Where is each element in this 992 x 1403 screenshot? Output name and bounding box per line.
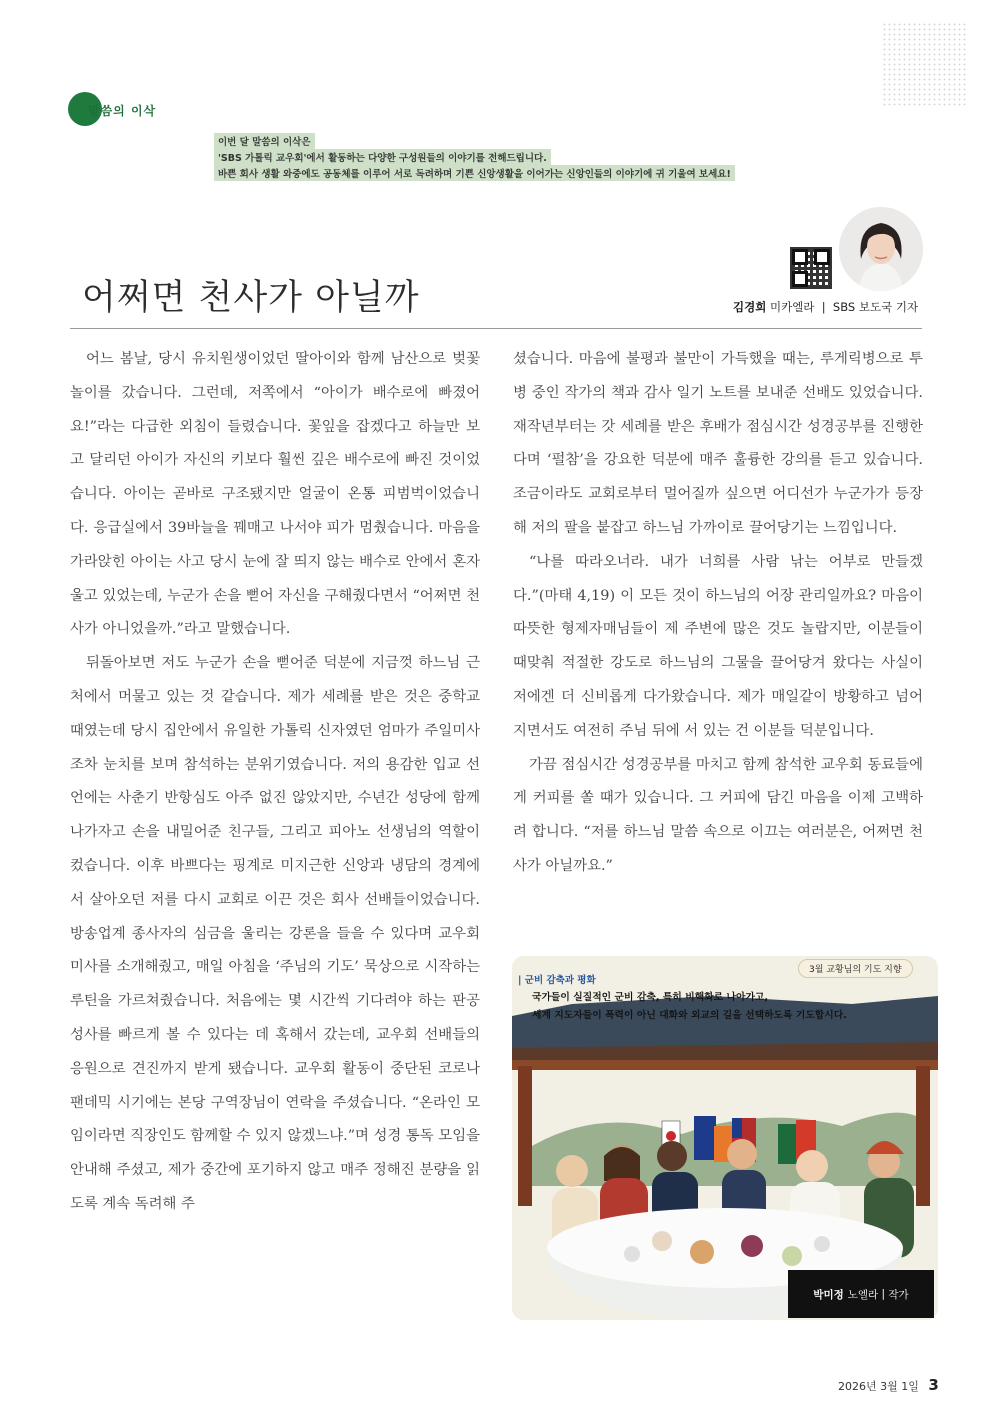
intro-line-2: 'SBS 가톨릭 교우회'에서 활동하는 다양한 구성원들의 이야기를 전해드립니다. [214,149,551,165]
article-title: 어쩌면 천사가 아닐까 [82,278,420,318]
qr-finder-bottom-left [792,271,808,287]
paragraph: 어느 봄날, 당시 유치원생이었던 딸아이와 함께 남산으로 벚꽃놀이를 갔습니다. 그런데, 저쪽에서 “아이가 배수로에 빠졌어요!”라는 다급한 외침이 들렸습니다. 꽃잎을 잡겠다고 하늘만 보고 달리던 아이가 자신의 키보다 훨씬 깊은 배수로에 빠진 것이었습니다. 아이는 곧바로 구조됐지만 얼굴이 온통 피범벅이었습니다. 응급실에서 39바늘을 꿰매고 나서야 피가 멈췄습니다. 마음을 가라앉힌 아이는 사고 당시 눈에 잘 띄지 않는 배수로 안에서 혼자 울고 있었는데, 누군가 손을 뻗어 자신을 구해줬다면서 “어쩌면 천사가 아니었을까.”라고 말했습니다. [70,351,480,638]
page-number: 3 [928,1376,939,1394]
artist-separator: | [878,1288,889,1300]
artist-name: 박미정 [813,1288,844,1301]
section-label: 말씀의 이삭 [88,104,157,118]
title-divider [70,328,922,329]
author-baptismal-name: 미카엘라 [769,300,815,314]
article-column-right [513,343,923,884]
header-decoration [882,22,968,108]
paragraph: “나를 따라오너라. 내가 너희를 사람 낚는 어부로 만들겠다.”(마태 4,19) 이 모든 것이 하느님의 어장 관리일까요? 마음이 따뜻한 형제자매님들이 제 주변에 많은 것도 놀랍지만, 이분들이 때맞춰 적절한 강도로 하느님의 그물을 끌어당겨 왔다는 사실이 저에겐 더 신비롭게 다가왔습니다. 제가 매일같이 방황하고 넘어지면서도 여전히 주님 뒤에 서 있는 건 이분들 덕분입니다. [513,553,923,739]
byline [733,299,918,315]
author-name: 김경희 [733,300,767,314]
illustration-topic: | 군비 감축과 평화 [518,975,596,986]
issue-date: 2026년 3월 1일 [838,1380,919,1393]
intro-line-3: 바쁜 회사 생활 와중에도 공동체를 이루어 서로 독려하며 기쁜 신앙생활을 이어가는 신앙인들의 이야기에 귀 기울여 보세요! [214,165,735,181]
article-column-left [70,343,480,1222]
artist-baptismal-name: 노엘라 [847,1288,879,1301]
artist-role: 작가 [888,1288,909,1301]
illustration-caption-line-1: 국가들이 실질적인 군비 감축, 특히 비핵화로 나아가고, [532,992,769,1003]
author-role: SBS 보도국 기자 [832,300,919,314]
illustration-caption-line-2: 세계 지도자들이 폭력이 아닌 대화와 외교의 길을 선택하도록 기도합시다. [532,1010,847,1021]
intro-line-1: 이번 달 말씀의 이삭은 [214,133,315,149]
qr-finder-top-left [792,249,808,265]
prayer-intention-badge: 3월 교황님의 기도 지향 [798,959,913,978]
paragraph: 가끔 점심시간 성경공부를 마치고 함께 참석한 교우회 동료들에게 커피를 쏠 때가 있습니다. 그 커피에 담긴 마음을 이제 고백하려 합니다. “저를 하느님 말씀 속으로 이끄는 여러분은, 어쩌면 천사가 아닐까요.” [513,756,923,874]
paragraph: 셨습니다. 마음에 불평과 불만이 가득했을 때는, 루게릭병으로 투병 중인 작가의 책과 감사 일기 노트를 보내준 선배도 있었습니다. 재작년부터는 갓 세례를 받은 후배가 점심시간 성경공부를 진행한다며 ‘펄참’을 강요한 덕분에 매주 훌륭한 강의를 듣고 있습니다. 조금이라도 교회로부터 멀어질까 싶으면 어디선가 누군가가 등장해 저의 팔을 붙잡고 하느님 가까이로 끌어당기는 느낌입니다. [513,351,923,536]
artist-credit [788,1270,934,1318]
qr-finder-top-right [814,249,830,265]
paragraph: 뒤돌아보면 저도 누군가 손을 뻗어준 덕분에 지금껏 하느님 근처에서 머물고 있는 것 같습니다. 제가 세례를 받은 것은 중학교 때였는데 당시 집안에서 유일한 가톨릭 신자였던 엄마가 주일미사조차 눈치를 보며 참석하는 분위기였습니다. 저의 용감한 입교 선언에는 사춘기 반항심도 아주 없진 않았지만, 수년간 성당에 함께 나가자고 손을 내밀어준 친구들, 그리고 피아노 선생님의 역할이 컸습니다. 이후 바쁘다는 핑계로 미지근한 신앙과 냉담의 경계에서 살아오던 저를 다시 교회로 이끈 것은 회사 선배들이었습니다. 방송업계 종사자의 심금을 울리는 강론을 들을 수 있다며 교우회 미사를 소개해줬고, 매일 아침을 ‘주님의 기도’ 묵상으로 시작하는 루틴을 가르쳐줬습니다. 처음에는 몇 시간씩 기다려야 하는 판공성사를 빠르게 볼 수 있다는 데 혹해서 갔는데, 교우회 선배들의 응원으로 견진까지 받게 됐습니다. 교우회 활동이 중단된 코로나 팬데믹 시기에는 본당 구역장님이 연락을 주셨습니다. “온라인 모임이라면 직장인도 함께할 수 있지 않겠느냐.”며 성경 통독 모임을 안내해 주셨고, 제가 중간에 포기하지 않고 매주 정해진 분량을 읽도록 계속 독려해 주 [70,655,480,1212]
byline-separator: | [818,300,830,314]
page-footer [838,1376,939,1394]
author-portrait [839,207,923,291]
